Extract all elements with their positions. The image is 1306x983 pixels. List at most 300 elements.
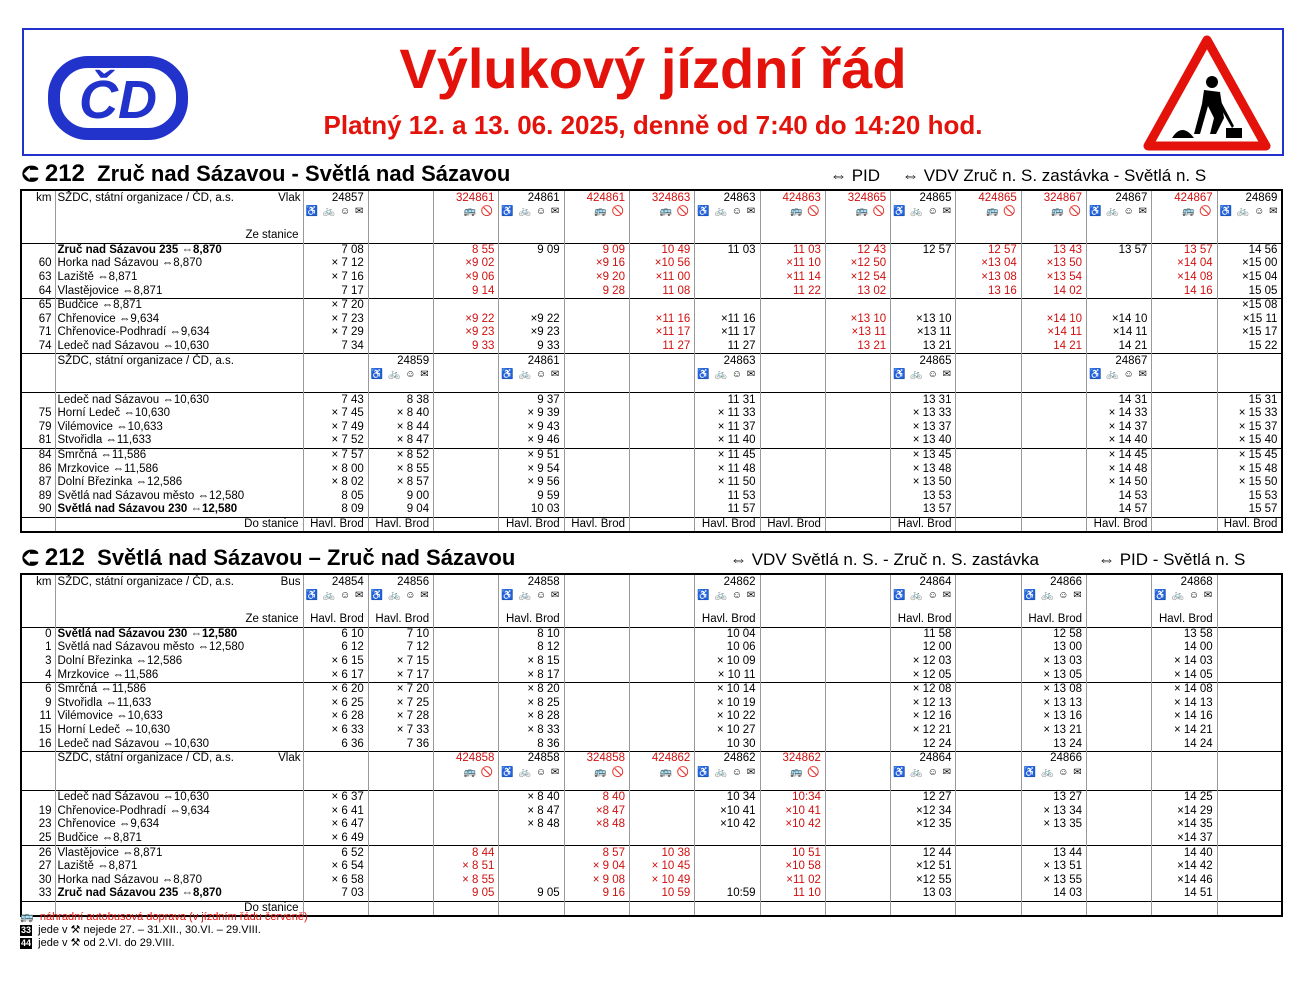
train-number: [1087, 751, 1152, 766]
station-name: Laziště ⇔8,871: [55, 271, 303, 285]
time: [1217, 697, 1282, 711]
time: 14 53: [1087, 490, 1152, 504]
km-value: 60: [38, 257, 52, 270]
origin-station: Havl. Brod: [303, 613, 368, 627]
time: [434, 818, 499, 832]
facility-icon: [434, 368, 499, 393]
station-row: [21, 627, 1282, 641]
time: ×14 08: [1152, 271, 1217, 285]
time: [434, 668, 499, 682]
facility-icons-row-2: [21, 368, 1282, 393]
time: 8 36: [499, 737, 564, 751]
time: [434, 697, 499, 711]
time: × 13 34: [1021, 805, 1086, 819]
station-row: [21, 832, 1282, 846]
time: 8 55: [434, 243, 499, 257]
time: [629, 737, 694, 751]
time: [629, 832, 694, 846]
station-name: Světlá nad Sázavou 230 ⇔12,580: [55, 503, 303, 517]
time: [825, 434, 890, 448]
time: 11 31: [695, 393, 760, 407]
origin-station: [695, 229, 760, 243]
time: ×14 42: [1152, 860, 1217, 874]
time: [1217, 846, 1282, 860]
station-name: Chřenovice ⇔9,634: [55, 818, 303, 832]
time: [629, 682, 694, 696]
cell: [21, 205, 55, 229]
time: [564, 832, 629, 846]
time: [891, 832, 956, 846]
time: [825, 448, 890, 462]
km-value: 25: [38, 832, 52, 845]
station-name: Laziště ⇔8,871: [55, 860, 303, 874]
facility-icon: [956, 766, 1021, 791]
train-number: [629, 354, 694, 369]
station-row: [21, 682, 1282, 696]
time: × 9 46: [499, 434, 564, 448]
station-name: Chřenovice-Podhradí ⇔9,634: [55, 805, 303, 819]
time: [629, 448, 694, 462]
station-name: Mrzkovice ⇔11,586: [55, 668, 303, 682]
time: × 14 05: [1152, 668, 1217, 682]
km-value: [21, 393, 55, 407]
time: [1021, 298, 1086, 312]
time: 13 00: [1021, 641, 1086, 655]
time: [564, 326, 629, 340]
origin-station: [760, 229, 825, 243]
time: [1217, 887, 1282, 901]
cell: [21, 368, 55, 393]
time: 14 03: [1021, 887, 1086, 901]
time: [434, 655, 499, 669]
time: 9 33: [499, 340, 564, 354]
time: × 6 33: [303, 724, 368, 738]
time: × 15 37: [1217, 421, 1282, 435]
time: [1152, 407, 1217, 421]
time: × 6 49: [303, 832, 368, 846]
train-number: [629, 574, 694, 589]
time: 14 57: [1087, 503, 1152, 517]
time: 10 03: [499, 503, 564, 517]
time: ×8 47: [564, 805, 629, 819]
time: 13 24: [1021, 737, 1086, 751]
time: 13 21: [825, 340, 890, 354]
time: [1217, 682, 1282, 696]
facility-icon: [1217, 368, 1282, 393]
destination-station: Havl. Brod: [303, 517, 368, 532]
station-row: [21, 655, 1282, 669]
time: ×11 17: [629, 326, 694, 340]
time: × 6 15: [303, 655, 368, 669]
time: × 8 40: [499, 790, 564, 804]
station-name: Ledeč nad Sázavou ⇔10,630: [55, 737, 303, 751]
facility-icon: ♿ 🚲 ☺ ✉: [1021, 766, 1086, 791]
time: × 8 17: [499, 668, 564, 682]
origin-station: Havl. Brod: [499, 613, 564, 627]
time: [1152, 503, 1217, 517]
train-number: 424867: [1152, 190, 1217, 205]
time: [695, 271, 760, 285]
station-row: [21, 790, 1282, 804]
time: × 8 33: [499, 724, 564, 738]
time: × 14 50: [1087, 476, 1152, 490]
time: × 8 48: [499, 818, 564, 832]
time: [1021, 421, 1086, 435]
time: [1021, 462, 1086, 476]
time: × 8 47: [499, 805, 564, 819]
train-number: 24857: [303, 190, 368, 205]
time: [629, 668, 694, 682]
time: 13 44: [1021, 846, 1086, 860]
train-number: 24861: [499, 190, 564, 205]
time: 7 36: [368, 737, 433, 751]
km-header: km: [36, 575, 52, 588]
destination-station: [564, 901, 629, 916]
facility-icon: [629, 589, 694, 613]
time: ×15 00: [1217, 257, 1282, 271]
time: 9 37: [499, 393, 564, 407]
time: 6 36: [303, 737, 368, 751]
time: [956, 641, 1021, 655]
time: × 8 47: [368, 434, 433, 448]
time: × 14 16: [1152, 710, 1217, 724]
time: 11 08: [629, 284, 694, 298]
time: [760, 313, 825, 327]
time: [760, 421, 825, 435]
time: × 11 40: [695, 434, 760, 448]
cell: [21, 766, 55, 791]
train-number: 324861: [434, 190, 499, 205]
km-value: 86: [38, 462, 52, 475]
km-value: 79: [38, 420, 52, 433]
train-number: 424861: [564, 190, 629, 205]
time: [1087, 737, 1152, 751]
time: ×10 56: [629, 257, 694, 271]
facility-icon: [760, 589, 825, 613]
time: ×15 04: [1217, 271, 1282, 285]
time: [825, 682, 890, 696]
time: [564, 503, 629, 517]
time: × 9 54: [499, 462, 564, 476]
time: 10 04: [695, 627, 760, 641]
time: 13 57: [1087, 243, 1152, 257]
station-row: [21, 284, 1282, 298]
time: × 13 05: [1021, 668, 1086, 682]
train-number: [825, 574, 890, 589]
time: [956, 737, 1021, 751]
time: × 13 37: [891, 421, 956, 435]
time: [956, 326, 1021, 340]
time: [564, 668, 629, 682]
destination-station: [891, 901, 956, 916]
km-value: 0: [21, 627, 55, 641]
km-header: km: [36, 191, 52, 204]
time: × 6 17: [303, 668, 368, 682]
time: ×14 11: [1021, 326, 1086, 340]
time: [1087, 298, 1152, 312]
time: 15 57: [1217, 503, 1282, 517]
time: 13 43: [1021, 243, 1086, 257]
time: [1217, 818, 1282, 832]
time: [1087, 887, 1152, 901]
time: [1087, 284, 1152, 298]
time: [956, 313, 1021, 327]
time: × 13 35: [1021, 818, 1086, 832]
time: [434, 710, 499, 724]
destination-station: [956, 901, 1021, 916]
time: [368, 257, 433, 271]
time: [760, 448, 825, 462]
origin-station: [499, 229, 564, 243]
facility-icon: [629, 368, 694, 393]
time: ×13 11: [825, 326, 890, 340]
destination-station: [629, 901, 694, 916]
facility-icon: [303, 766, 368, 791]
time: [1152, 421, 1217, 435]
time: × 8 40: [368, 407, 433, 421]
train-number: 24863: [695, 190, 760, 205]
origin-station: [956, 613, 1021, 627]
train-number: 24856: [368, 574, 433, 589]
km-value: 16: [38, 737, 52, 750]
time: × 12 08: [891, 682, 956, 696]
time: 10 49: [629, 243, 694, 257]
time: ×13 10: [825, 313, 890, 327]
station-row: [21, 326, 1282, 340]
time: 10 30: [695, 737, 760, 751]
time: [368, 805, 433, 819]
origin-station: Havl. Brod: [891, 613, 956, 627]
train-number: 24864: [891, 574, 956, 589]
time: 12 57: [891, 243, 956, 257]
train-number: 24868: [1152, 574, 1217, 589]
time: [695, 874, 760, 888]
time: [695, 846, 760, 860]
time: [499, 284, 564, 298]
time: ×10 42: [760, 818, 825, 832]
facility-icon: 🚌 🚫: [760, 205, 825, 229]
facility-icons-row: [21, 589, 1282, 613]
time: × 12 03: [891, 655, 956, 669]
time: × 7 28: [368, 710, 433, 724]
time: [499, 832, 564, 846]
time: × 10 14: [695, 682, 760, 696]
time: × 7 25: [368, 697, 433, 711]
facility-icon: [1152, 368, 1217, 393]
km-value: [21, 243, 55, 257]
time: 12 27: [891, 790, 956, 804]
facility-icon: 🚌 🚫: [825, 205, 890, 229]
time: × 10 27: [695, 724, 760, 738]
time: × 9 08: [564, 874, 629, 888]
origin-station: [891, 229, 956, 243]
time: × 11 45: [695, 448, 760, 462]
time: [434, 641, 499, 655]
time: [1087, 257, 1152, 271]
timetable-section1: [20, 189, 1283, 533]
time: 11 57: [695, 503, 760, 517]
time: ×14 10: [1021, 313, 1086, 327]
time: [760, 627, 825, 641]
facility-icon: ♿ 🚲 ☺ ✉: [499, 766, 564, 791]
time: [1217, 724, 1282, 738]
time: × 11 37: [695, 421, 760, 435]
destination-station: [434, 517, 499, 532]
time: × 6 41: [303, 805, 368, 819]
time: × 15 45: [1217, 448, 1282, 462]
time: ×13 11: [891, 326, 956, 340]
time: [956, 790, 1021, 804]
time: [825, 790, 890, 804]
facility-icon: [564, 368, 629, 393]
time: [629, 393, 694, 407]
time: × 7 23: [303, 313, 368, 327]
train-number: 24866: [1021, 751, 1086, 766]
station-name: Chřenovice ⇔9,634: [55, 313, 303, 327]
time: × 7 33: [368, 724, 433, 738]
station-name: Zruč nad Sázavou 235 ⇔8,870: [55, 887, 303, 901]
train-number: [956, 751, 1021, 766]
operator-header: SŽDC, státní organizace / ČD, a.s. Bus: [55, 574, 303, 589]
time: × 15 40: [1217, 434, 1282, 448]
time: [434, 421, 499, 435]
destination-station: [1021, 901, 1086, 916]
time: [629, 407, 694, 421]
time: 12 00: [891, 641, 956, 655]
train-number: [564, 354, 629, 369]
time: 9 09: [499, 243, 564, 257]
time: [695, 832, 760, 846]
time: 7 43: [303, 393, 368, 407]
cell: [21, 354, 55, 369]
station-name: Ledeč nad Sázavou ⇔10,630: [55, 340, 303, 354]
time: [760, 298, 825, 312]
time: 14 02: [1021, 284, 1086, 298]
time: 14 21: [1087, 340, 1152, 354]
time: 13 57: [1152, 243, 1217, 257]
time: [1087, 874, 1152, 888]
time: × 7 57: [303, 448, 368, 462]
station-name: Světlá nad Sázavou město ⇔12,580: [55, 490, 303, 504]
time: [1087, 710, 1152, 724]
time: [434, 476, 499, 490]
time: [1021, 448, 1086, 462]
time: 14 24: [1152, 737, 1217, 751]
time: 9 00: [368, 490, 433, 504]
facility-icon: ♿ 🚲 ☺ ✉: [303, 589, 368, 613]
km-value: 23: [38, 818, 52, 831]
time: [629, 490, 694, 504]
time: [1087, 860, 1152, 874]
time: [956, 448, 1021, 462]
train-number: 324858: [564, 751, 629, 766]
time: × 7 17: [368, 668, 433, 682]
time: × 8 55: [434, 874, 499, 888]
time: [825, 832, 890, 846]
origin-station: [825, 613, 890, 627]
km-value: 1: [45, 641, 52, 654]
station-name: Zruč nad Sázavou 235 ⇔8,870: [55, 243, 303, 257]
train-number: 424858: [434, 751, 499, 766]
time: [1021, 490, 1086, 504]
logo-text: ČD: [79, 70, 157, 130]
time: 11 03: [760, 243, 825, 257]
time: [760, 490, 825, 504]
facility-icon: ♿ 🚲 ☺ ✉: [499, 205, 564, 229]
origin-station: [1217, 613, 1282, 627]
destination-station: Havl. Brod: [695, 517, 760, 532]
cell: [21, 613, 55, 627]
time: × 13 48: [891, 462, 956, 476]
station-name: Světlá nad Sázavou 230 ⇔12,580: [55, 627, 303, 641]
time: [1087, 697, 1152, 711]
time: [1087, 790, 1152, 804]
station-row: [21, 271, 1282, 285]
time: 8 40: [564, 790, 629, 804]
station-row: [21, 448, 1282, 462]
time: × 9 39: [499, 407, 564, 421]
destination-station: Havl. Brod: [499, 517, 564, 532]
destination-station: Havl. Brod: [760, 517, 825, 532]
time: ×12 35: [891, 818, 956, 832]
time: [368, 874, 433, 888]
station-name: Smrčná ⇔11,586: [55, 682, 303, 696]
destination-station: [434, 901, 499, 916]
time: [825, 298, 890, 312]
time: [368, 298, 433, 312]
station-name: Chřenovice-Podhradí ⇔9,634: [55, 326, 303, 340]
time: [695, 860, 760, 874]
time: 12 57: [956, 243, 1021, 257]
km-value: [21, 790, 55, 804]
time: [1021, 832, 1086, 846]
origin-label: Ze stanice: [55, 229, 303, 243]
time: [629, 298, 694, 312]
train-number: [368, 190, 433, 205]
train-number: [303, 354, 368, 369]
km-value: 84: [21, 448, 55, 462]
time: × 13 13: [1021, 697, 1086, 711]
destination-station: Havl. Brod: [564, 517, 629, 532]
time: [1087, 641, 1152, 655]
time: × 8 55: [368, 462, 433, 476]
time: [368, 340, 433, 354]
time: [891, 271, 956, 285]
time: × 13 55: [1021, 874, 1086, 888]
time: [825, 846, 890, 860]
time: [956, 298, 1021, 312]
time: 7 10: [368, 627, 433, 641]
section2-vdv: ⇔ VDV Světlá n. S. - Zruč n. S. zastávka: [730, 550, 1039, 569]
time: [1021, 503, 1086, 517]
km-value: 19: [38, 804, 52, 817]
facility-icons-row: [21, 205, 1282, 229]
time: ×14 37: [1152, 832, 1217, 846]
time: × 6 47: [303, 818, 368, 832]
origin-station: [760, 613, 825, 627]
km-value: 71: [38, 326, 52, 339]
time: 9 05: [434, 887, 499, 901]
time: [499, 271, 564, 285]
time: [956, 805, 1021, 819]
train-number: [956, 574, 1021, 589]
time: ×12 34: [891, 805, 956, 819]
time: [434, 462, 499, 476]
time: [760, 682, 825, 696]
station-row: [21, 737, 1282, 751]
time: [629, 697, 694, 711]
destination-station: Havl. Brod: [1087, 517, 1152, 532]
